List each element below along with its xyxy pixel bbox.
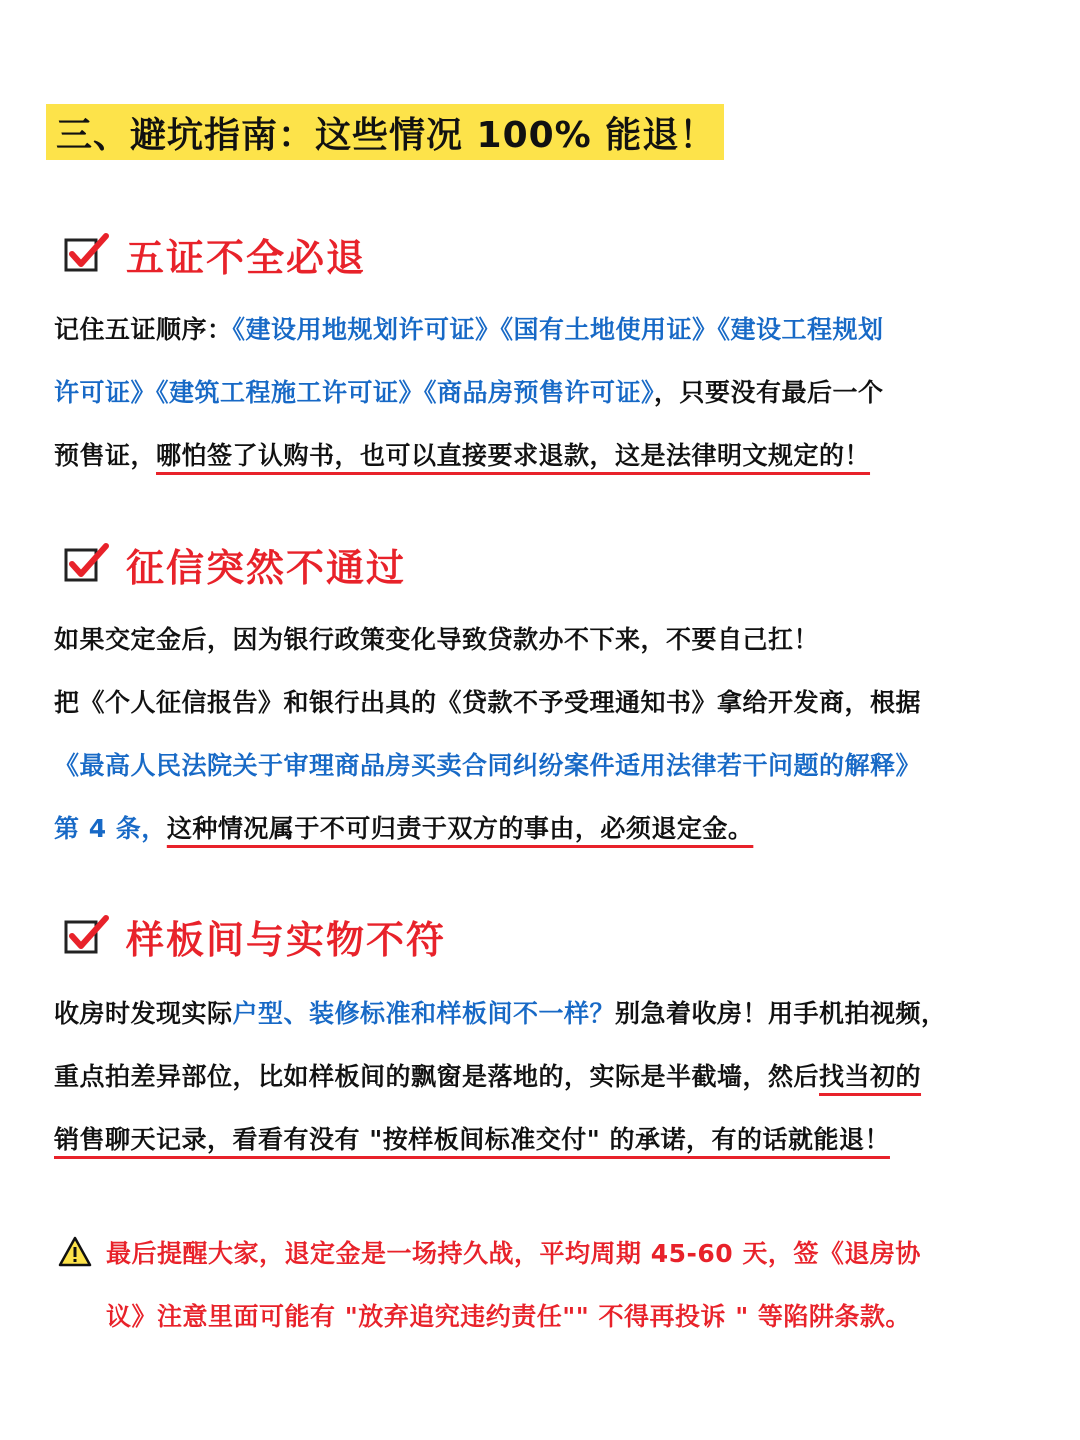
underlined-text: 找当初的 [819,1062,922,1091]
paragraph-line [54,734,1034,797]
section-paragraph-3 [54,982,1034,1171]
highlight-text: 第 4 条， [54,814,167,843]
body-text: 把《个人征信报告》和银行出具的《贷款不予受理通知书》拿给开发商，根据 [54,688,922,717]
section-heading-label: 五证不全必退 [126,235,367,280]
paragraph-line [54,1108,1034,1171]
section-paragraph-2 [54,608,1034,860]
highlight-text: 许可证》《建筑工程施工许可证》《商品房预售许可证》 [54,378,655,407]
section-heading-1 [62,224,366,284]
warning-line: 议》注意里面可能有 "放弃追究违约责任"" 不得再投诉 " 等陷阱条款。 [106,1302,911,1331]
checkbox-checked-icon [62,912,110,960]
paragraph-line [54,361,1034,424]
body-text: ，只要没有最后一个 [654,378,884,407]
paragraph-line [54,608,1034,671]
warning-icon [58,1236,92,1268]
section-heading-label: 征信突然不通过 [126,545,407,590]
checkbox-checked-icon [62,230,110,278]
warning-line: 最后提醒大家，退定金是一场持久战，平均周期 45-60 天，签《退房协 [106,1239,921,1268]
section-title: 三、避坑指南：这些情况 100% 能退！ [56,114,717,156]
highlight-text: 户型、装修标准和样板间不一样？ [232,999,616,1028]
section-title-highlight [46,104,724,160]
underlined-text: 哪怕签了认购书，也可以直接要求退款，这是法律明文规定的！ [156,441,871,470]
section-paragraph-1 [54,298,1034,487]
paragraph-line [54,797,1034,860]
paragraph-line [54,982,1034,1045]
paragraph-line [54,1045,1034,1108]
checkbox-checked-icon [62,540,110,588]
body-text: 如果交定金后，因为银行政策变化导致贷款办不下来，不要自己扛！ [54,625,820,654]
section-heading-label: 样板间与实物不符 [126,917,447,962]
section-heading-3 [62,906,446,966]
body-text: 记住五证顺序： [54,315,233,344]
body-text: 重点拍差异部位，比如样板间的飘窗是落地的，实际是半截墙，然后 [54,1062,820,1091]
warning-text [106,1222,921,1348]
underlined-text: 这种情况属于不可归责于双方的事由，必须退定金。 [166,814,754,843]
paragraph-line [54,671,1034,734]
paragraph-line [54,424,1034,487]
highlight-text: 《最高人民法院关于审理商品房买卖合同纠纷案件适用法律若干问题的解释》 [54,751,922,780]
underlined-text: 销售聊天记录，看看有没有 "按样板间标准交付" 的承诺，有的话就能退！ [54,1125,890,1154]
highlight-text: 《建设用地规划许可证》《国有土地使用证》《建设工程规划 [232,315,884,344]
body-text: 别急着收房！用手机拍视频， [615,999,947,1028]
paragraph-line [54,298,1034,361]
body-text: 收房时发现实际 [54,999,233,1028]
section-heading-2 [62,534,406,594]
body-text: 预售证， [54,441,157,470]
